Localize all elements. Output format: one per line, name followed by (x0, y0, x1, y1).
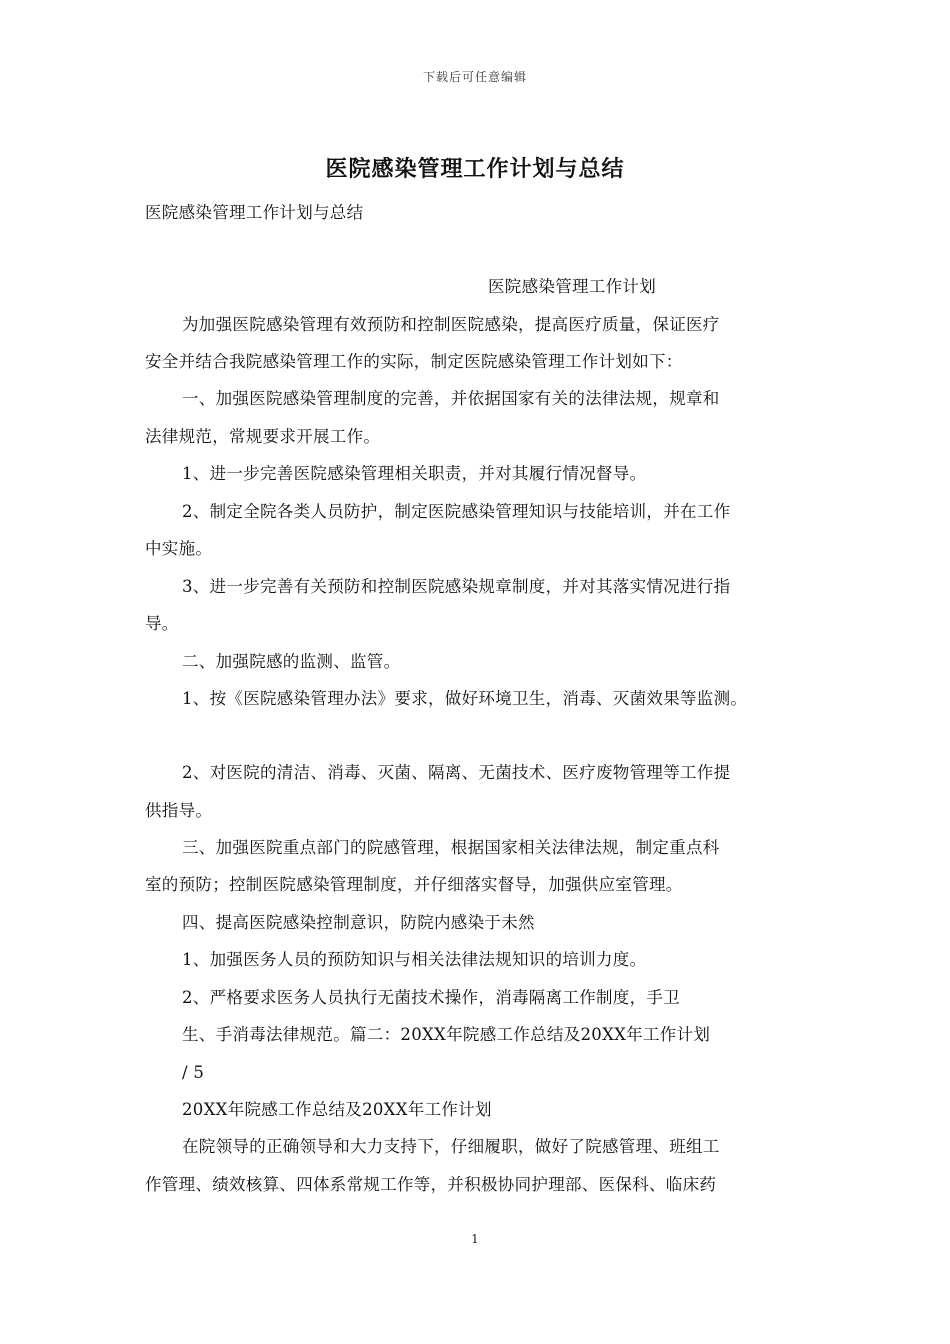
paragraph-line: 1、进一步完善医院感染管理相关职责，并对其履行情况督导。 (182, 464, 647, 483)
paragraph-line: 生、手消毒法律规范。篇二：20XX年院感工作总结及20XX年工作计划 (182, 1025, 711, 1044)
paragraph-line: 室的预防；控制医院感染管理制度，并仔细落实督导，加强供应室管理。 (145, 875, 683, 894)
paragraph-line: 一、加强医院感染管理制度的完善，并依据国家有关的法律法规，规章和 (182, 389, 720, 408)
paragraph-line: 作管理、绩效核算、四体系常规工作等，并积极协同护理部、医保科、临床药 (145, 1175, 717, 1194)
paragraph-line: 二、加强院感的监测、监管。 (182, 652, 401, 671)
paragraph-line: 1、按《医院感染管理办法》要求，做好环境卫生，消毒、灭菌效果等监测。 (182, 689, 748, 708)
paragraph-line: 为加强医院感染管理有效预防和控制医院感染，提高医疗质量，保证医疗 (182, 315, 720, 334)
subtitle-line: 医院感染管理工作计划与总结 (145, 203, 364, 222)
paragraph-line: 中实施。 (145, 539, 213, 558)
paragraph-line: 1、加强医务人员的预防知识与相关法律法规知识的培训力度。 (182, 950, 647, 969)
paragraph-line: 法律规范，常规要求开展工作。 (145, 427, 381, 446)
paragraph-line: 供指导。 (145, 801, 213, 820)
paragraph-line: 三、加强医院重点部门的院感管理，根据国家相关法律法规，制定重点科 (182, 838, 720, 857)
paragraph-line: 2、严格要求医务人员执行无菌技术操作，消毒隔离工作制度，手卫 (182, 988, 680, 1007)
paragraph-line: 安全并结合我院感染管理工作的实际，制定医院感染管理工作计划如下： (145, 352, 683, 371)
paragraph-line: 在院领导的正确领导和大力支持下，仔细履职，做好了院感管理、班组工 (182, 1137, 720, 1156)
paragraph-line: 20XX年院感工作总结及20XX年工作计划 (182, 1100, 492, 1119)
paragraph-line: / 5 (182, 1063, 205, 1082)
paragraph-line: 四、提高医院感染控制意识，防院内感染于未然 (182, 913, 535, 932)
header-note: 下载后可任意编辑 (422, 70, 527, 84)
section-heading: 医院感染管理工作计划 (488, 277, 656, 296)
paragraph-line: 2、制定全院各类人员防护，制定医院感染管理知识与技能培训，并在工作 (182, 502, 731, 521)
paragraph-line: 导。 (145, 614, 179, 633)
document-title: 医院感染管理工作计划与总结 (325, 156, 625, 182)
paragraph-line: 2、对医院的清洁、消毒、灭菌、隔离、无菌技术、医疗废物管理等工作提 (182, 763, 731, 782)
paragraph-line: 3、进一步完善有关预防和控制医院感染规章制度，并对其落实情况进行指 (182, 577, 731, 596)
page-number: 1 (471, 1232, 479, 1246)
